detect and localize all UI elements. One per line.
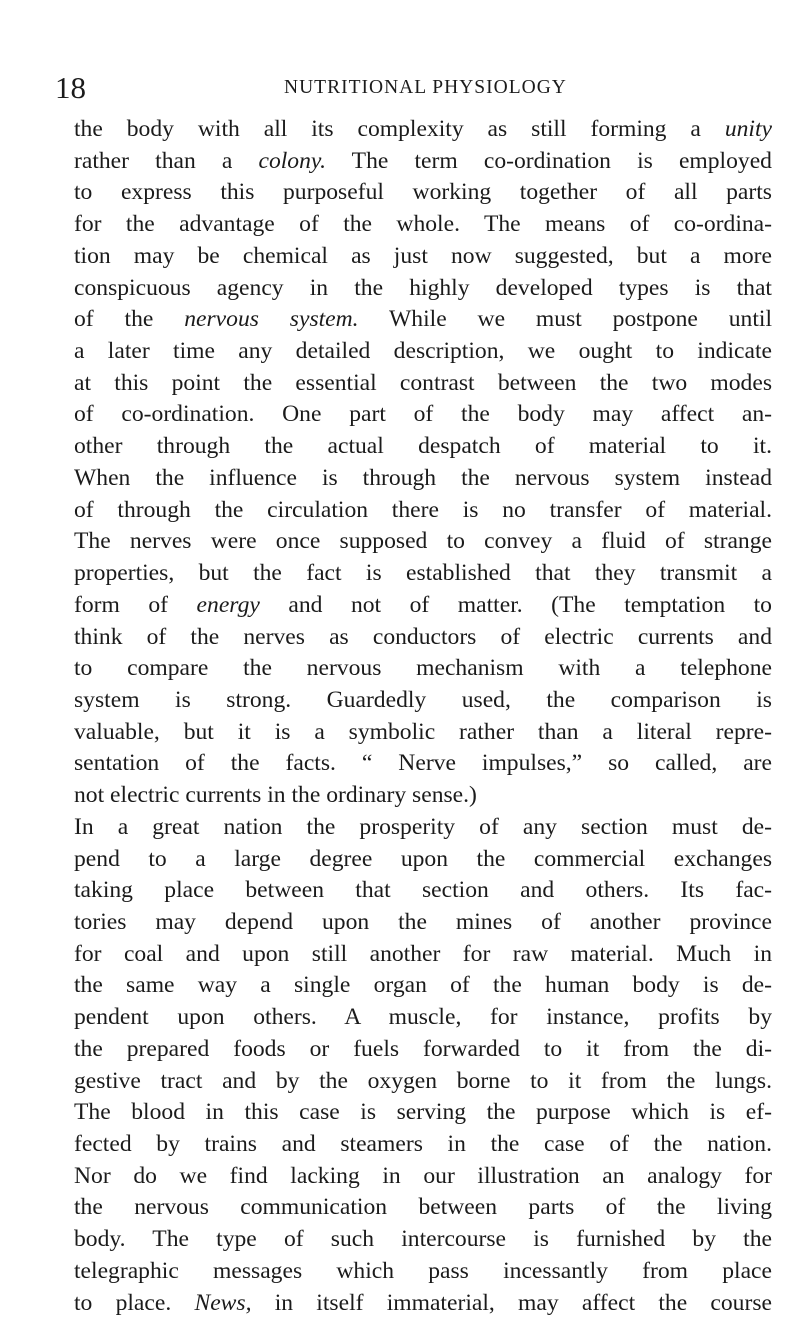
text-run: telegraphic messages which pass incessantly from place [74, 1257, 772, 1284]
text-line [74, 939, 772, 971]
text-run: in itself immaterial, may affect the course [251, 1289, 772, 1316]
text-run: tion may be chemical as just now suggested, but a more [74, 242, 772, 269]
text-line [74, 146, 772, 178]
text-run: The blood in this case is serving the purpose which is ef- [74, 1099, 772, 1126]
text-run: a later time any detailed description, we ought to indicate [74, 338, 772, 365]
text-run: The nerves were once supposed to convey a fluid of strange [74, 528, 772, 555]
text-line [74, 1192, 772, 1224]
text-run: the body with all its complexity as still forming a [74, 116, 725, 142]
running-head [55, 68, 765, 108]
text-run: form of [74, 591, 197, 618]
text-line [74, 558, 772, 590]
text-line [74, 653, 772, 685]
text-line [74, 685, 772, 717]
text-run: tories may depend upon the mines of another province [74, 908, 772, 935]
text-run: of the [74, 306, 185, 333]
text-run: for the advantage of the whole. The means of co-ordina- [74, 211, 772, 238]
text-run: at this point the essential contrast between the two modes [74, 369, 772, 396]
text-run: rather than a [74, 147, 259, 174]
text-run: sentation of the facts. “ Nerve impulses,” so called, are [74, 750, 772, 777]
text-run: When the influence is through the nervous system instead [74, 464, 772, 491]
text-line [74, 1066, 772, 1098]
text-line [74, 812, 772, 844]
text-line [74, 622, 772, 654]
text-line [74, 970, 772, 1002]
text-line [74, 590, 772, 622]
running-title: NUTRITIONAL PHYSIOLOGY [284, 77, 567, 98]
text-run: think of the nerves as conductors of electric currents and [74, 623, 772, 650]
italic-term: energy [196, 591, 260, 618]
text-run: In a great nation the prosperity of any section must de- [74, 813, 772, 840]
text-run: system is strong. Guardedly used, the comparison is [74, 686, 772, 713]
italic-term: nervous system. [184, 306, 359, 333]
text-line [74, 1288, 772, 1319]
text-run: gestive tract and by the oxygen borne to it from the lungs. [74, 1067, 772, 1094]
text-run: Nor do we find lacking in our illustration an analogy for [74, 1162, 772, 1189]
text-line [74, 463, 772, 495]
text-line [74, 114, 772, 146]
text-run: properties, but the fact is established that they transmit a [74, 560, 772, 587]
text-line [74, 1161, 772, 1193]
text-run: fected by trains and steamers in the case of the nation. [74, 1131, 772, 1157]
text-line [74, 1256, 772, 1288]
text-run: and not of matter. (The temptation to [259, 591, 772, 618]
text-run: pend to a large degree upon the commercial exchanges [74, 845, 772, 872]
text-run: While we must postpone until [358, 306, 772, 333]
italic-term: unity [724, 116, 772, 142]
text-run: body. The type of such intercourse is furnished by the [74, 1226, 772, 1253]
text-line [74, 748, 772, 780]
text-run: to compare the nervous mechanism with a telephone [74, 655, 772, 682]
text-run: the same way a single organ of the human body is de- [74, 972, 772, 999]
text-run: the nervous communication between parts of the living [74, 1194, 772, 1221]
italic-term: colony. [258, 147, 326, 174]
text-line [74, 875, 772, 907]
text-run: other through the actual despatch of material to it. [74, 433, 772, 460]
italic-term: News, [194, 1289, 252, 1316]
text-line [74, 336, 772, 368]
text-line [74, 241, 772, 273]
text-line [74, 717, 772, 749]
text-line [74, 209, 772, 241]
text-run: not electric currents in the ordinary sense.) [74, 782, 477, 809]
text-line [74, 1034, 772, 1066]
text-line [74, 780, 772, 812]
text-line [74, 304, 772, 336]
text-line [74, 1002, 772, 1034]
text-line [74, 526, 772, 558]
text-line [74, 844, 772, 876]
text-run: of co-ordination. One part of the body may affect an- [74, 401, 772, 428]
text-line [74, 177, 772, 209]
text-run: of through the circulation there is no transfer of material. [74, 496, 772, 523]
body-text [74, 114, 772, 1319]
text-run: valuable, but it is a symbolic rather than a literal repre- [74, 718, 772, 745]
text-run: for coal and upon still another for raw material. Much in [74, 940, 772, 967]
text-line [74, 907, 772, 939]
text-line [74, 399, 772, 431]
text-run: to place. [74, 1289, 195, 1316]
text-line [74, 495, 772, 527]
text-run: pendent upon others. A muscle, for instance, profits by [74, 1004, 772, 1031]
text-line [74, 1129, 772, 1161]
text-line [74, 1224, 772, 1256]
page-number: 18 [55, 70, 86, 105]
text-run: The term co-ordination is employed [325, 147, 772, 174]
text-run: the prepared foods or fuels forwarded to it from the di- [74, 1035, 772, 1062]
text-line [74, 1097, 772, 1129]
text-line [74, 431, 772, 463]
text-run: to express this purposeful working together of all parts [74, 179, 772, 206]
text-line [74, 273, 772, 305]
text-run: taking place between that section and others. Its fac- [74, 877, 772, 904]
text-line [74, 368, 772, 400]
text-run: conspicuous agency in the highly developed types is that [74, 274, 772, 301]
